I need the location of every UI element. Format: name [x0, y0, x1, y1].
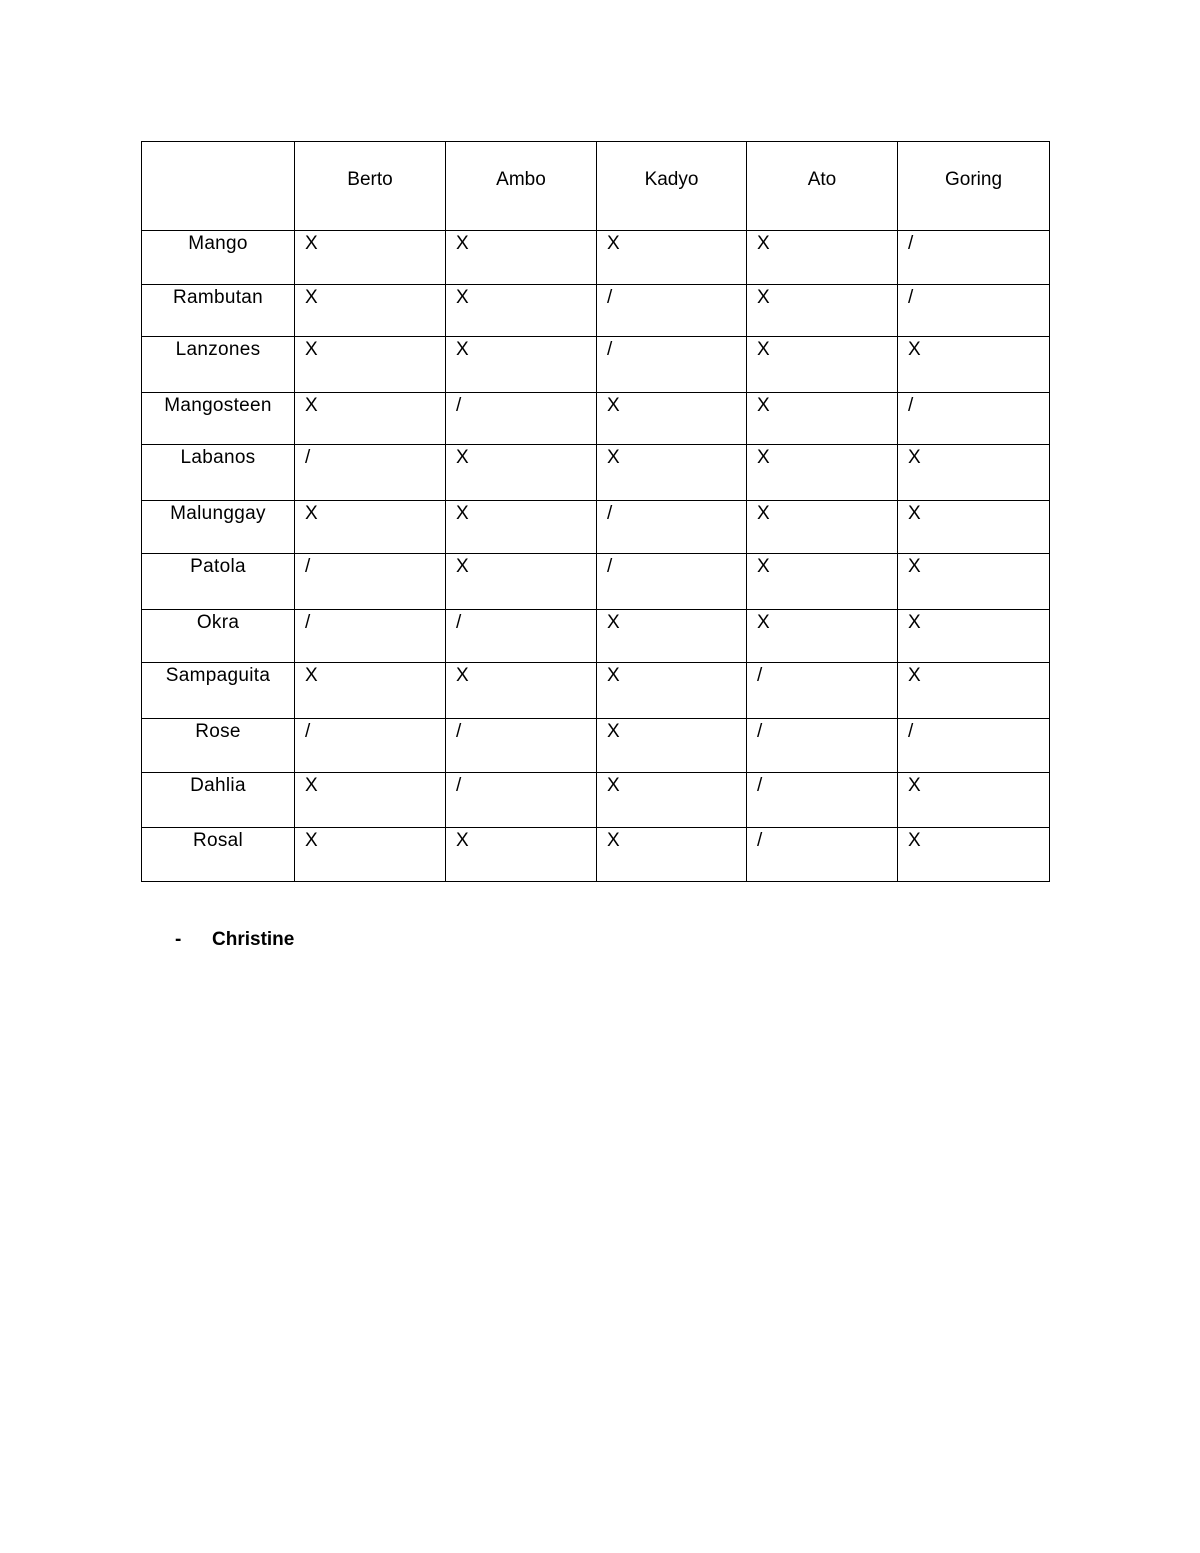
table-body: [142, 231, 1050, 882]
mark-cell: X: [446, 828, 597, 882]
mark-cell: X: [446, 554, 597, 610]
header-row: [142, 142, 1050, 231]
mark-cell: X: [597, 663, 747, 719]
row-label: Mango: [142, 231, 295, 285]
row-label: Patola: [142, 554, 295, 610]
mark-cell: X: [747, 445, 898, 501]
mark-cell: X: [747, 610, 898, 663]
mark-cell: /: [747, 828, 898, 882]
table-row: [142, 610, 1050, 663]
mark-cell: /: [597, 554, 747, 610]
mark-cell: /: [898, 719, 1050, 773]
table-row: [142, 337, 1050, 393]
table-row: [142, 285, 1050, 337]
row-label: Malunggay: [142, 501, 295, 554]
signature-name: Christine: [212, 929, 295, 950]
table-row: [142, 828, 1050, 882]
mark-cell: X: [597, 719, 747, 773]
mark-cell: X: [747, 393, 898, 445]
mark-cell: X: [295, 337, 446, 393]
mark-cell: X: [747, 554, 898, 610]
mark-cell: X: [295, 393, 446, 445]
mark-cell: X: [295, 285, 446, 337]
mark-cell: X: [446, 501, 597, 554]
mark-cell: /: [747, 719, 898, 773]
row-label: Labanos: [142, 445, 295, 501]
mark-cell: X: [446, 285, 597, 337]
mark-cell: X: [898, 337, 1050, 393]
mark-cell: /: [295, 719, 446, 773]
mark-cell: /: [597, 285, 747, 337]
mark-cell: X: [597, 828, 747, 882]
mark-cell: X: [747, 285, 898, 337]
mark-cell: X: [295, 501, 446, 554]
mark-cell: X: [898, 554, 1050, 610]
mark-cell: X: [898, 501, 1050, 554]
header-cell-kadyo: Kadyo: [597, 142, 747, 231]
mark-cell: X: [747, 501, 898, 554]
mark-cell: X: [597, 445, 747, 501]
table-row: [142, 393, 1050, 445]
header-cell-corner: [142, 142, 295, 231]
mark-cell: /: [747, 663, 898, 719]
row-label: Mangosteen: [142, 393, 295, 445]
mark-cell: /: [898, 393, 1050, 445]
mark-cell: X: [747, 337, 898, 393]
mark-cell: /: [295, 554, 446, 610]
table-row: [142, 554, 1050, 610]
row-label: Okra: [142, 610, 295, 663]
mark-cell: /: [446, 719, 597, 773]
row-label: Rambutan: [142, 285, 295, 337]
mark-cell: X: [446, 445, 597, 501]
mark-cell: /: [898, 285, 1050, 337]
mark-cell: X: [898, 610, 1050, 663]
table-header: [142, 142, 1050, 231]
table-row: [142, 773, 1050, 828]
table-row: [142, 663, 1050, 719]
mark-cell: X: [898, 828, 1050, 882]
mark-cell: X: [295, 231, 446, 285]
mark-cell: X: [446, 337, 597, 393]
row-label: Rose: [142, 719, 295, 773]
header-cell-berto: Berto: [295, 142, 446, 231]
mark-cell: /: [295, 610, 446, 663]
mark-cell: /: [747, 773, 898, 828]
mark-cell: /: [898, 231, 1050, 285]
table-row: [142, 501, 1050, 554]
header-cell-ato: Ato: [747, 142, 898, 231]
mark-cell: X: [747, 231, 898, 285]
mark-cell: X: [295, 828, 446, 882]
header-cell-ambo: Ambo: [446, 142, 597, 231]
mark-cell: X: [597, 773, 747, 828]
mark-cell: X: [597, 393, 747, 445]
mark-cell: X: [295, 773, 446, 828]
mark-cell: X: [597, 231, 747, 285]
row-label: Rosal: [142, 828, 295, 882]
mark-cell: X: [446, 231, 597, 285]
signature-bullet: -: [175, 929, 182, 950]
mark-cell: X: [446, 663, 597, 719]
table-row: [142, 231, 1050, 285]
table-row: [142, 445, 1050, 501]
signature: [175, 929, 294, 951]
mark-cell: /: [597, 337, 747, 393]
mark-cell: /: [446, 610, 597, 663]
mark-cell: /: [597, 501, 747, 554]
mark-cell: /: [295, 445, 446, 501]
mark-cell: X: [898, 445, 1050, 501]
mark-cell: X: [295, 663, 446, 719]
row-label: Dahlia: [142, 773, 295, 828]
row-label: Lanzones: [142, 337, 295, 393]
mark-cell: /: [446, 393, 597, 445]
header-cell-goring: Goring: [898, 142, 1050, 231]
fruit-vegetable-flower-table: [141, 141, 1050, 882]
mark-cell: X: [898, 663, 1050, 719]
mark-cell: X: [898, 773, 1050, 828]
table-row: [142, 719, 1050, 773]
mark-cell: X: [597, 610, 747, 663]
mark-cell: /: [446, 773, 597, 828]
row-label: Sampaguita: [142, 663, 295, 719]
